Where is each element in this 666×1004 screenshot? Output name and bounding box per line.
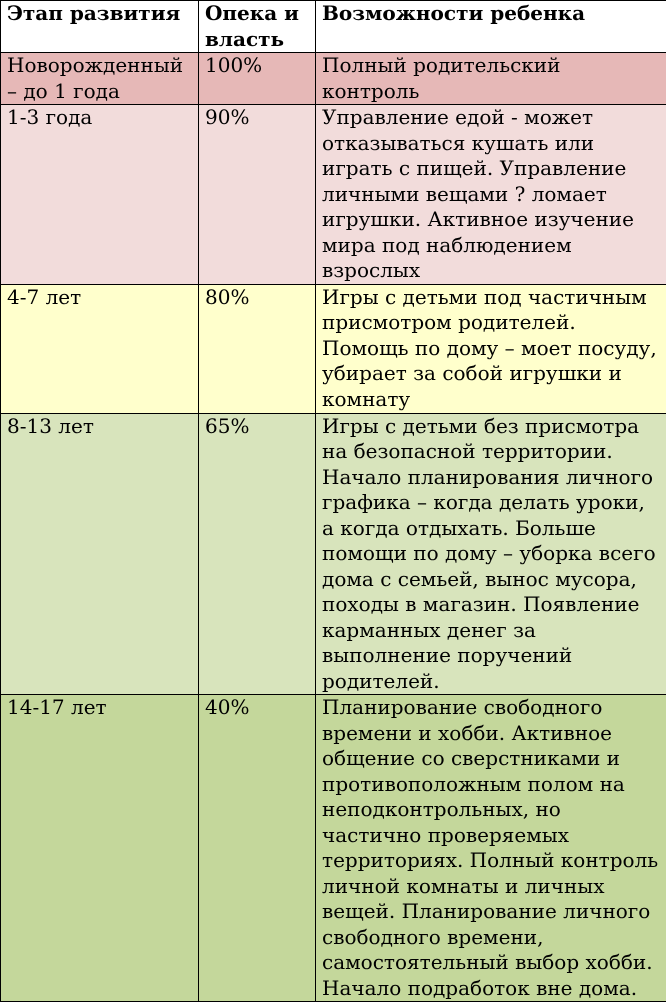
header-abilities: Возможности ребенка <box>316 1 666 53</box>
table-row <box>1 105 666 285</box>
stage-cell: 14-17 лет <box>1 695 199 1002</box>
table-row <box>1 53 666 105</box>
header-stage: Этап развития <box>1 1 199 53</box>
control-cell: 40% <box>199 695 316 1002</box>
control-cell: 80% <box>199 284 316 413</box>
stage-cell: 1-3 года <box>1 105 199 285</box>
abilities-cell: Управление едой - может отказываться кушать или играть с пищей. Управление личными вещами ? ломает игрушки. Активное изучение мира под наблюдением взрослых <box>316 105 666 285</box>
abilities-cell: Игры с детьми без присмотра на безопасной территории. Начало планирования личного графика – когда делать уроки, а когда отдыхать. Больше помощи по дому – уборка всего дома с семьей, вынос мусора, походы в магазин. Появление карманных денег за выполнение поручений родителей. <box>316 413 666 695</box>
header-control: Опека и власть <box>199 1 316 53</box>
stage-cell: 8-13 лет <box>1 413 199 695</box>
table-row <box>1 413 666 695</box>
table-row <box>1 284 666 413</box>
stage-cell: 4-7 лет <box>1 284 199 413</box>
abilities-cell: Полный родительский контроль <box>316 53 666 105</box>
abilities-cell: Игры с детьми под частичным присмотром родителей. Помощь по дому – моет посуду, убирает за собой игрушки и комнату <box>316 284 666 413</box>
control-cell: 90% <box>199 105 316 285</box>
abilities-cell: Планирование свободного времени и хобби. Активное общение со сверстниками и противоположным полом на неподконтрольных, но частично проверяемых территориях. Полный контроль личной комнаты и личных вещей. Планирование личного свободного времени, самостоятельный выбор хобби. Начало подработок вне дома. <box>316 695 666 1002</box>
stage-cell: Новорожденный – до 1 года <box>1 53 199 105</box>
control-cell: 100% <box>199 53 316 105</box>
control-cell: 65% <box>199 413 316 695</box>
table-row <box>1 695 666 1002</box>
table-header-row <box>1 1 666 53</box>
